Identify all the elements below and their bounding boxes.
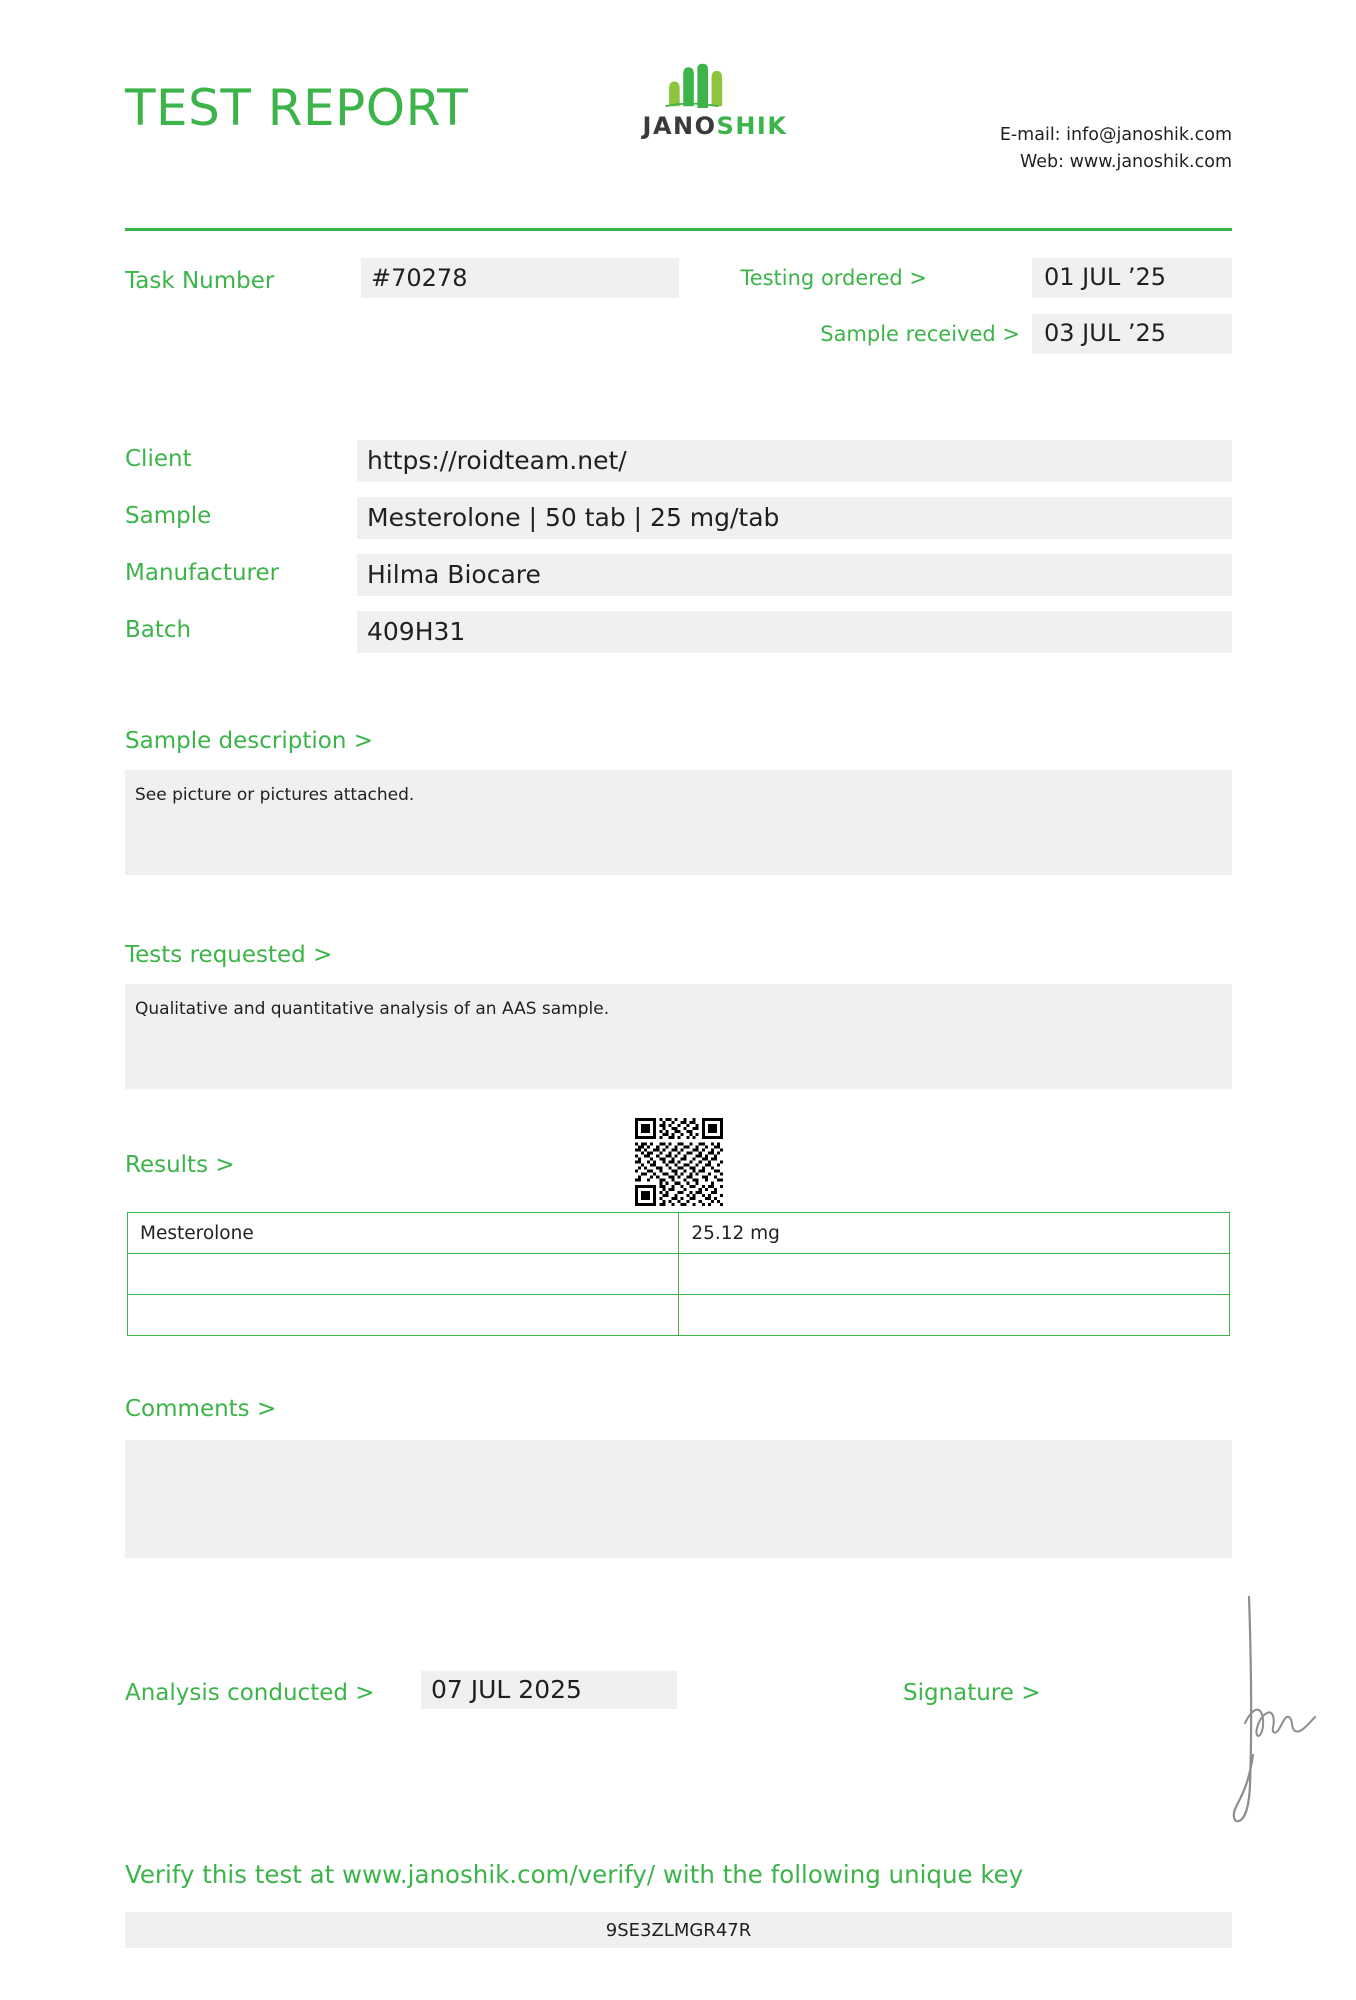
info-fields [125, 440, 1232, 668]
info-row-client [125, 440, 1232, 497]
info-label-batch: Batch [125, 617, 192, 643]
logo-wordmark [615, 112, 815, 140]
tests-requested-box: Qualitative and quantitative analysis of an AAS sample. [125, 984, 1232, 1089]
sample-received-value: 03 JUL ’25 [1032, 314, 1232, 354]
info-row-sample [125, 497, 1232, 554]
result-value [679, 1254, 1230, 1295]
info-value-client: https://roidteam.net/ [357, 440, 1232, 482]
sample-description-box: See picture or pictures attached. [125, 770, 1232, 875]
table-row [128, 1295, 1230, 1336]
signature-icon [1215, 1595, 1335, 1825]
qr-code-icon [635, 1118, 723, 1206]
table-row [128, 1254, 1230, 1295]
contact-email: E-mail: info@janoshik.com [999, 125, 1232, 145]
task-number-value: #70278 [361, 258, 679, 298]
info-row-manufacturer [125, 554, 1232, 611]
logo [615, 62, 815, 140]
info-value-sample: Mesterolone | 50 tab | 25 mg/tab [357, 497, 1232, 539]
page-title: TEST REPORT [125, 79, 469, 137]
task-number-label: Task Number [125, 268, 275, 294]
info-label-manufacturer: Manufacturer [125, 560, 280, 586]
tests-requested-heading: Tests requested > [125, 942, 333, 968]
info-label-sample: Sample [125, 503, 212, 529]
verify-text: Verify this test at www.janoshik.com/verify/ with the following unique key [125, 1860, 1024, 1889]
testing-ordered-label: Testing ordered > [740, 266, 927, 290]
analysis-conducted-date: 07 JUL 2025 [421, 1671, 677, 1709]
logo-text-shik: SHIK [716, 112, 788, 140]
result-name [128, 1295, 679, 1336]
sample-description-heading: Sample description > [125, 728, 374, 754]
report-header [125, 0, 1232, 170]
info-value-manufacturer: Hilma Biocare [357, 554, 1232, 596]
sample-received-label: Sample received > [820, 322, 1020, 346]
results-table [127, 1212, 1230, 1336]
testing-ordered-value: 01 JUL ’25 [1032, 258, 1232, 298]
results-heading: Results > [125, 1152, 235, 1178]
signature-label: Signature > [903, 1680, 1041, 1706]
comments-heading: Comments > [125, 1396, 277, 1422]
result-value: 25.12 mg [679, 1213, 1230, 1254]
unique-key: 9SE3ZLMGR47R [125, 1912, 1232, 1948]
report-content [125, 0, 1232, 1941]
janoshik-logo-icon [662, 62, 768, 108]
task-row [125, 258, 1232, 348]
analysis-conducted-label: Analysis conducted > [125, 1680, 375, 1706]
logo-text-jano: JANO [642, 112, 717, 140]
contact-info [1000, 122, 1232, 176]
result-name: Mesterolone [128, 1213, 679, 1254]
table-row [128, 1213, 1230, 1254]
info-value-batch: 409H31 [357, 611, 1232, 653]
contact-web: Web: www.janoshik.com [1019, 152, 1232, 172]
comments-box [125, 1440, 1232, 1558]
result-name [128, 1254, 679, 1295]
header-divider [125, 228, 1232, 231]
result-value [679, 1295, 1230, 1336]
info-row-batch [125, 611, 1232, 668]
info-label-client: Client [125, 446, 192, 472]
